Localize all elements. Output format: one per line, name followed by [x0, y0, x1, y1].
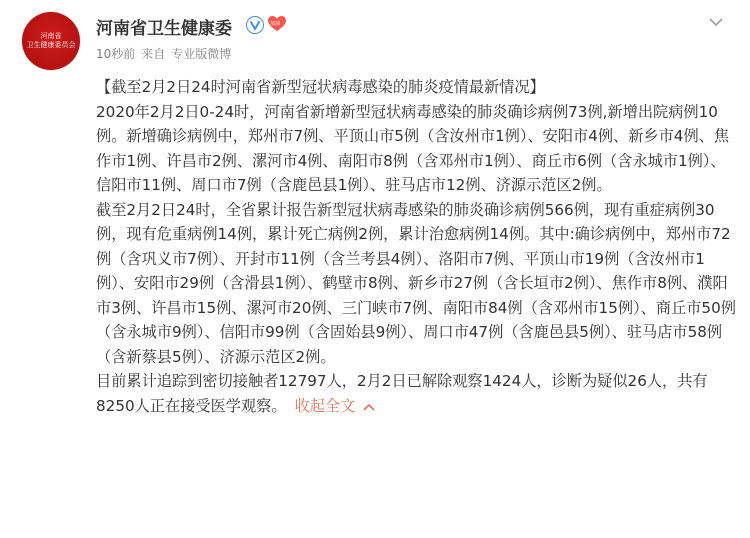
collapse-up-icon[interactable]: [363, 394, 375, 419]
avatar-text-line1: 河南省: [40, 32, 62, 40]
source-prefix: 来自: [141, 47, 166, 61]
post-paragraph-new-cases: 2020年2月2日0-24时，河南省新增新型冠状病毒感染的肺炎确诊病例73例,新增出院病例10例。新增确诊病例中，郑州市7例、平顶山市5例（含汝州市1例）、安阳市4例、新乡市4例、焦作市1例、许昌市2例、漯河市4例、南阳市8例（含邓州市1例）、商丘市6例（含永城市1例）、信阳市11例、周口市7例（含鹿邑县1例）、驻马店市12例、济源示范区2例。: [96, 102, 730, 194]
post-headline: 【截至2月2日24时河南省新型冠状病毒感染的肺炎疫情最新情况】: [96, 78, 545, 96]
avatar[interactable]: [22, 12, 80, 70]
source-name[interactable]: 专业版微博: [171, 47, 232, 61]
post-paragraph-contacts-text: 目前累计追踪到密切接触者12797人，2月2日已解除观察1424人，诊断为疑似26人，共有8250人正在接受医学观察。: [96, 372, 708, 415]
avatar-text-line2: 卫生健康委员会: [26, 41, 76, 49]
post-time[interactable]: 10秒前: [96, 47, 136, 61]
verified-v-icon: [246, 16, 264, 34]
chevron-down-icon[interactable]: [704, 12, 728, 32]
collapse-button[interactable]: 收起全文: [294, 396, 356, 415]
heart-badge-icon: [267, 14, 287, 34]
post-paragraph-cumulative: 截至2月2日24时，全省累计报告新型冠状病毒感染的肺炎确诊病例566例，现有重症病例30例，现有危重病例14例，累计死亡病例2例，累计治愈病例14例。其中:确诊病例中，郑州市72例（含巩义市7例）、开封市11例（含兰考县4例）、洛阳市7例、平顶山市19例（含汝州市1例）、安阳市29例（含滑县1例）、鹤壁市8例、新乡市27例（含长垣市2例）、焦作市8例、濮阳市3例、许昌市15例、漯河市20例、三门峡市7例、南阳市84例（含邓州市15例）、商丘市50例（含永城市9例）、信阳市99例（含固始县9例）、周口市47例（含鹿邑县5例）、驻马店市58例（含新蔡县5例）、济源示范区2例。: [96, 200, 736, 366]
post-paragraph-contacts: [96, 369, 736, 418]
post-body: [96, 75, 736, 418]
account-name[interactable]: 河南省卫生健康委: [96, 19, 232, 39]
post-meta: [96, 45, 231, 62]
heart-badge-text: 加油: [270, 21, 281, 27]
